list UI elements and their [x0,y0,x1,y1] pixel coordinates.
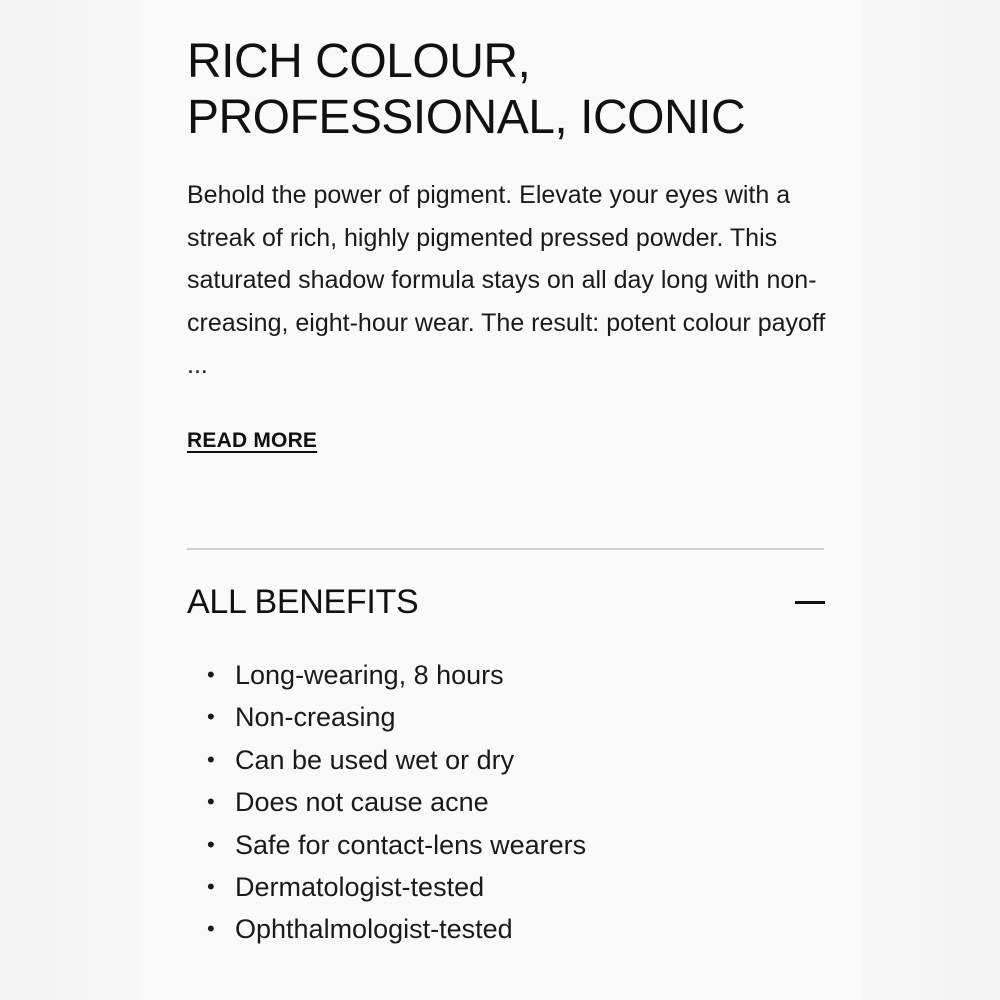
benefits-title: ALL BENEFITS [187,583,419,621]
background-left [0,0,140,1000]
benefit-item [187,696,586,738]
benefit-text: Ophthalmologist-tested [235,914,513,945]
product-description-section [187,34,827,453]
product-description: Behold the power of pigment. Elevate your eyes with a streak of rich, highly pigmented pressed powder. This saturated shadow formula stays on all day long with non-creasing, eight-hour wear. The result: potent colour payoff ... [187,181,826,379]
bullet-icon: • [207,916,215,942]
product-title-line-2: PROFESSIONAL, ICONIC [187,91,746,144]
minus-icon[interactable] [793,588,827,616]
benefit-item [187,654,586,696]
product-title [187,34,827,146]
benefit-item [187,908,586,950]
benefit-text: Dermatologist-tested [235,872,485,903]
background-right [862,0,1000,1000]
product-title-line-1: RICH COLOUR, [187,35,531,88]
bullet-icon: • [207,662,215,687]
benefit-text: Safe for contact-lens wearers [235,829,587,860]
bullet-icon: • [207,746,215,772]
benefit-text: Long-wearing, 8 hours [235,660,504,690]
benefit-text: Non-creasing [235,702,396,733]
bullet-icon: • [207,789,215,815]
benefits-accordion-header[interactable] [187,578,827,626]
benefits-list [187,654,586,951]
bullet-icon: • [207,704,215,730]
benefit-text: Does not cause acne [235,787,489,818]
benefit-item [187,824,586,866]
benefit-item [187,739,586,781]
benefit-item [187,866,586,908]
product-details-panel [140,0,862,1000]
section-divider [187,548,824,550]
read-more-link[interactable]: READ MORE [187,428,318,452]
benefit-item [187,781,586,823]
bullet-icon: • [207,831,215,857]
benefit-text: Can be used wet or dry [235,744,515,775]
bullet-icon: • [207,874,215,900]
